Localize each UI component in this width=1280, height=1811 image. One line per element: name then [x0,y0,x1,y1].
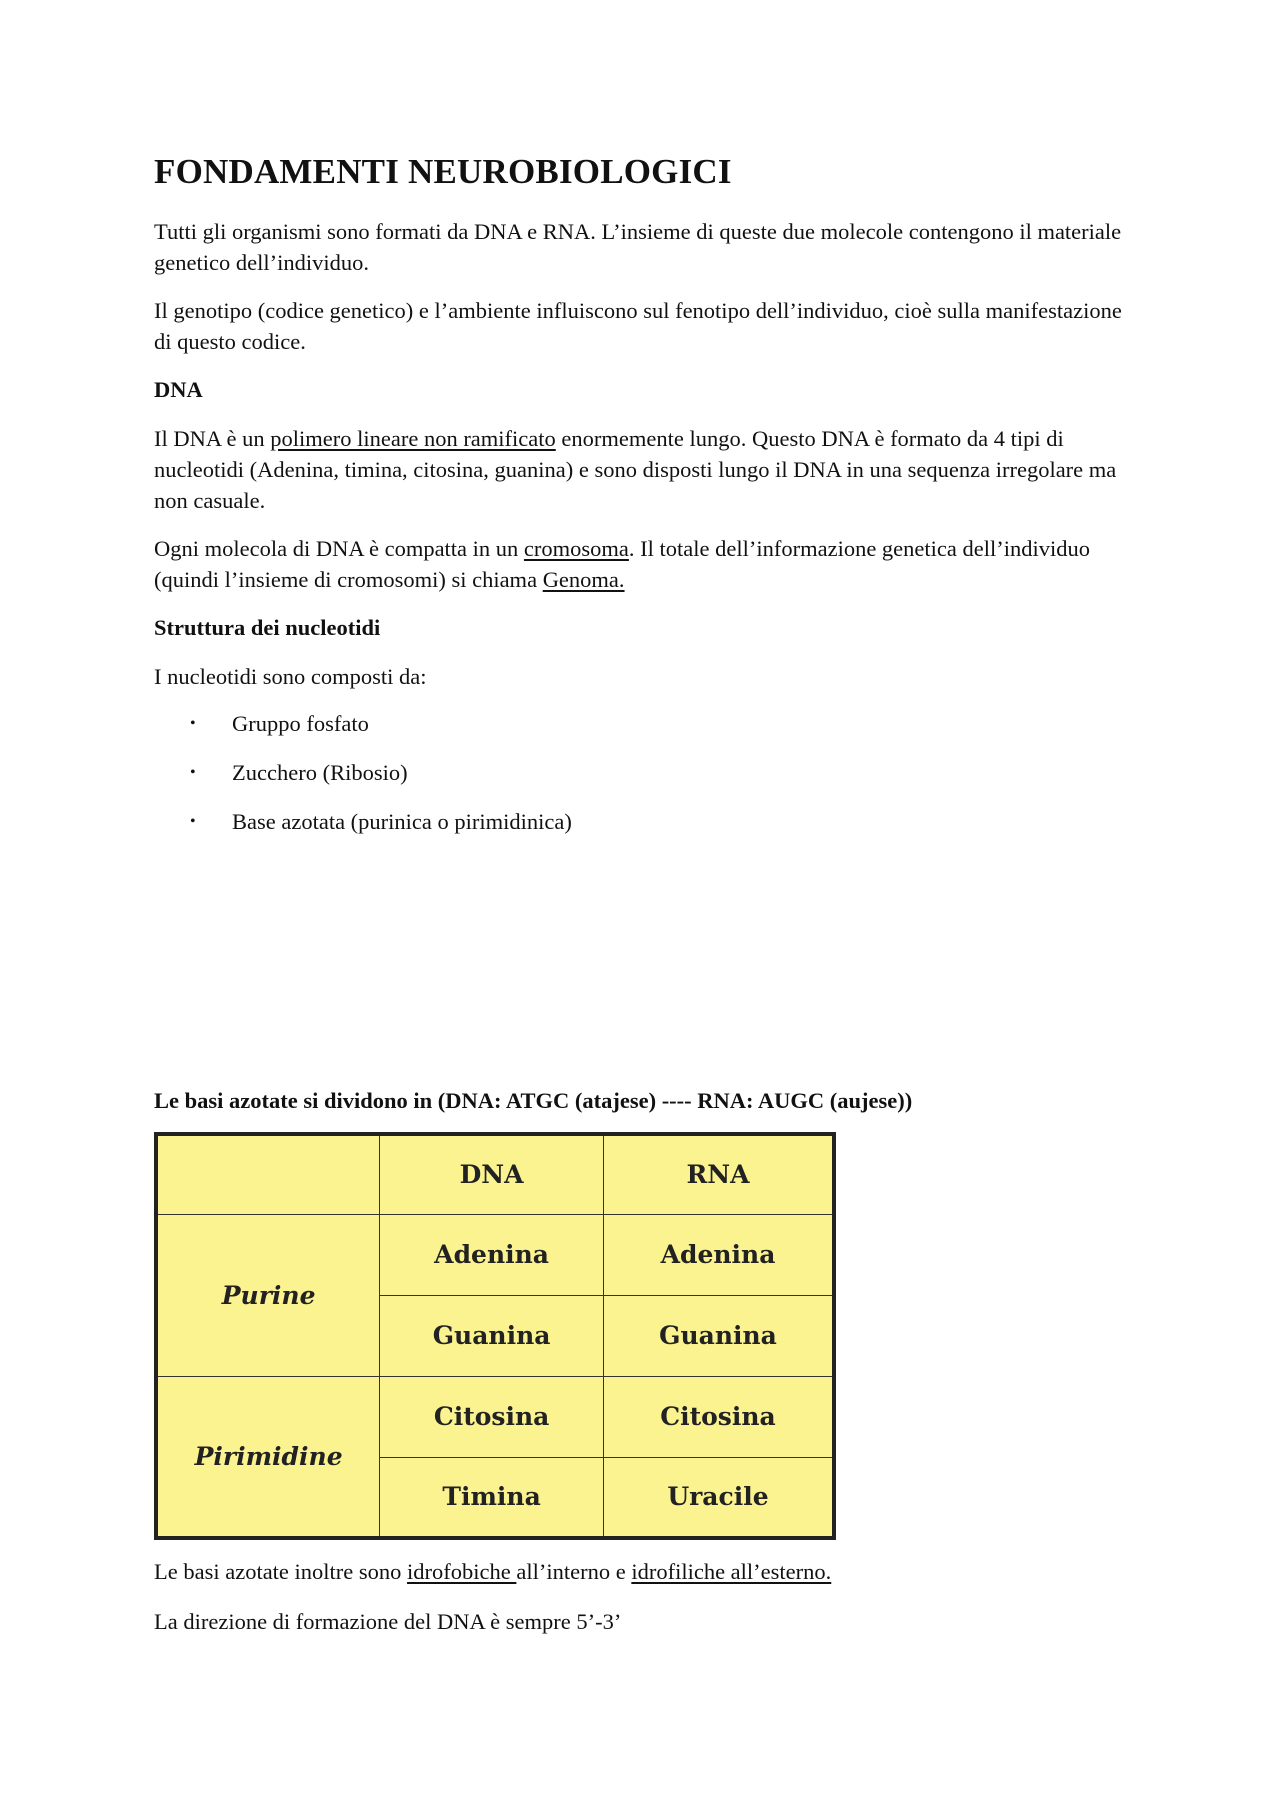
text-run: enormemente lungo. Questo DNA è formato da 4 tipi di nucleotidi (Adenina, timina, citosina, guanina) e sono disposti lungo il DNA in una sequenza irregolare ma non casuale. [154,426,1117,513]
table-cell: Uracile [603,1457,834,1538]
list-item-label: Zucchero (Ribosio) [232,760,408,785]
text-run: all’interno e [516,1559,632,1584]
table-header-dna: DNA [380,1134,604,1214]
bullet-icon: • [190,813,196,830]
table-cell: Guanina [603,1295,834,1376]
text-run: Le basi azotate inoltre sono [154,1559,408,1584]
paragraph-intro-1: Tutti gli organismi sono formati da DNA e RNA. L’insieme di queste due molecole contengono il materiale genetico dell’individuo. [154,219,1122,275]
list-item-label: Base azotata (purinica o pirimidinica) [232,809,572,834]
section-heading-bases: Le basi azotate si dividono in (DNA: ATGC (atajese) ---- RNA: AUGC (aujese)) [154,1088,913,1113]
bullet-icon: • [190,715,196,732]
table-group-pirimidine: Pirimidine [156,1376,380,1538]
underlined-term-polimero: polimero lineare non ramificato [270,426,556,451]
list-item [190,708,572,757]
underlined-term-cromosoma: cromosoma [523,536,629,561]
text-run: Il DNA è un [154,426,271,451]
list-item [190,806,572,855]
underlined-term-idrofobiche: idrofobiche [407,1559,517,1584]
table-cell: Citosina [380,1376,604,1457]
underlined-term-genoma: Genoma. [542,567,625,592]
underlined-term-idrofiliche: idrofiliche all’esterno. [631,1559,832,1584]
table-cell: Adenina [380,1214,604,1295]
nitrogenous-bases-table [154,1132,836,1540]
section-heading-dna: DNA [154,377,203,402]
paragraph-dna-chromosome [154,533,1129,595]
page-title: FONDAMENTI NEUROBIOLOGICI [154,152,732,191]
list-item [190,757,572,806]
paragraph-dna-polymer [154,423,1129,516]
text-run: Ogni molecola di DNA è compatta in un [154,536,524,561]
table-cell: Timina [380,1457,604,1538]
table-header-rna: RNA [603,1134,834,1214]
paragraph-direction: La direzione di formazione del DNA è sempre 5’-3’ [154,1609,622,1634]
bullet-icon: • [190,764,196,781]
paragraph-hydrophobic [154,1556,1129,1587]
table-cell: Adenina [603,1214,834,1295]
list-item-label: Gruppo fosfato [232,711,369,736]
nucleotide-components-list [190,708,572,855]
table-cell: Citosina [603,1376,834,1457]
section-heading-structure: Struttura dei nucleotidi [154,615,381,640]
table-cell: Guanina [380,1295,604,1376]
paragraph-nucleotide-intro: I nucleotidi sono composti da: [154,664,427,689]
table-corner-cell [156,1134,380,1214]
paragraph-intro-2: Il genotipo (codice genetico) e l’ambiente influiscono sul fenotipo dell’individuo, cioè sulla manifestazione di questo codice. [154,298,1122,354]
table-group-purine: Purine [156,1214,380,1376]
text-run: . Il totale dell’informazione genetica dell’individuo (quindi l’insieme di cromosomi) si chiama [154,536,1090,592]
